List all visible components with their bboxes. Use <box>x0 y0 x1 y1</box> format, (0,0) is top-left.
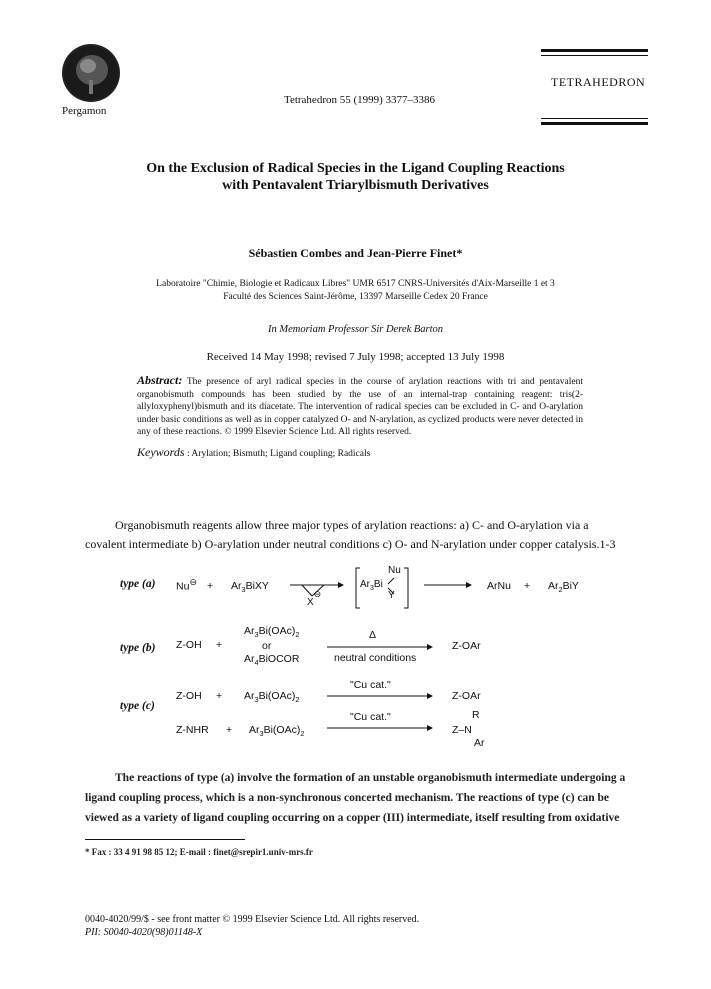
type-b-reagent-1: $Ar_3Bi(OAc)_2$ <box>244 625 300 640</box>
type-c-catalyst-1: "Cu cat." <box>350 679 391 691</box>
copyright <box>85 913 419 939</box>
intro-line-2: covalent intermediate b) O-arylation under neutral conditions c) O- and N-arylation under copper catalysis.1-3 <box>85 537 616 551</box>
journal-name: TETRAHEDRON <box>551 75 646 89</box>
type-a-arrow-2 <box>422 580 472 590</box>
type-a-product-1: ArNu <box>487 580 511 592</box>
affiliation <box>0 278 711 304</box>
intermediate-core: $Ar_3Bi$ <box>360 579 383 592</box>
body-line-1: The reactions of type (a) involve the formation of an unstable organobismuth intermediate undergoing a <box>115 772 626 784</box>
abstract-text: The presence of aryl radical species in the course of arylation reactions with tri and pentavalent organobismuth compounds has been studied by the use of an internal-trap containing reagent: tris(2-allyloxyphenyl)bismuth and its diacetate. The intervention of radical species can be excluded in C- and O-arylation under basic conditions as well as in copper catalyzed O- and N-arylation, as cyclized products were never detected in any of these reactions. © 1999 Elsevier Science Ltd. All rights reserved. <box>137 377 583 437</box>
type-a-plus: + <box>207 580 214 592</box>
type-c-arrow-2 <box>325 723 433 733</box>
publisher-logo <box>62 44 120 102</box>
abstract <box>137 374 583 439</box>
dedication: In Memoriam Professor Sir Derek Barton <box>267 324 444 335</box>
article-title <box>0 160 711 194</box>
reaction-scheme <box>0 560 711 760</box>
type-b-label: type (b) <box>120 642 156 654</box>
type-c-product-2-ar: Ar <box>474 737 485 749</box>
title-line-1: On the Exclusion of Radical Species in the Ligand Coupling Reactions <box>146 161 565 176</box>
keywords-text: : Arylation; Bismuth; Ligand coupling; Radicals <box>186 449 371 459</box>
type-c-substrate-1: Z-OH <box>176 690 202 702</box>
title-line-2: with Pentavalent Triarylbismuth Derivatives <box>222 178 489 193</box>
copyright-line-2: PII: S0040-4020(98)01148-X <box>85 927 203 938</box>
affiliation-line-2: Faculté des Sciences Saint-Jérôme, 13397 Marseille Cedex 20 France <box>223 292 488 302</box>
negative-charge-icon: ⊖ <box>313 589 322 599</box>
type-c-reagent-2: $Ar_3Bi(OAc)_2$ <box>249 724 305 739</box>
abstract-label: Abstract: <box>137 373 183 387</box>
header-rule-top-thin <box>541 55 648 56</box>
type-b-conditions: neutral conditions <box>334 652 417 664</box>
type-c-label: type (c) <box>120 700 155 712</box>
type-a-plus-2: + <box>524 580 531 592</box>
publisher-name: Pergamon <box>62 105 107 117</box>
body-line-2: ligand coupling process, which is a non-synchronous concerted mechanism. The reactions of type (c) can be <box>85 792 610 804</box>
authors: Sébastien Combes and Jean-Pierre Finet* <box>248 246 463 260</box>
type-b-plus: + <box>216 639 223 651</box>
intermediate-nu: Nu <box>388 565 401 576</box>
type-c-substrate-2: Z-NHR <box>176 724 209 736</box>
keywords <box>137 445 370 460</box>
journal-citation: Tetrahedron 55 (1999) 3377–3386 <box>284 94 436 106</box>
affiliation-line-1: Laboratoire "Chimie, Biologie et Radicaux Libres" UMR 6517 CNRS-Universités d'Aix-Marseille 1 et 3 <box>156 279 555 289</box>
delta-symbol: Δ <box>369 629 377 641</box>
type-b-or: or <box>262 640 272 652</box>
type-b-reagent-2: $Ar_4BiOCOR$ <box>244 653 300 668</box>
tree-icon <box>62 44 120 102</box>
type-a-label: type (a) <box>120 578 156 590</box>
type-c-product-1: Z-OAr <box>452 690 481 702</box>
type-c-arrow-1 <box>325 691 433 701</box>
footnote-rule <box>85 839 245 840</box>
header-rule-bottom <box>541 118 648 119</box>
type-a-reagent: $Ar_3BiXY$ <box>231 580 269 595</box>
body-line-3: viewed as a variety of ligand coupling occurring on a copper (III) intermediate, itself resulting from oxidative <box>85 812 620 824</box>
type-c-product-2-core: Z–N <box>452 724 472 736</box>
type-c-reagent-1: $Ar_3Bi(OAc)_2$ <box>244 690 300 705</box>
header-rule-bottom-thick <box>541 122 648 125</box>
leaving-group-x <box>307 589 322 608</box>
negative-charge-icon: ⊖ <box>189 577 197 587</box>
intermediate-y: Y <box>388 590 395 601</box>
copyright-line-1: 0040-4020/99/$ - see front matter © 1999 Elsevier Science Ltd. All rights reserved. <box>85 914 420 925</box>
type-c-product-2-r: R <box>472 709 480 721</box>
nu-text: Nu <box>176 580 190 593</box>
dates: Received 14 May 1998; revised 7 July 1998; accepted 13 July 1998 <box>206 351 505 363</box>
type-c-catalyst-2: "Cu cat." <box>350 711 391 723</box>
footnote: * Fax : 33 4 91 98 85 12; E-mail : finet@srepir1.univ-mrs.fr <box>85 847 313 857</box>
x-text: X <box>307 597 314 608</box>
type-a-product-2: $Ar_2BiY$ <box>548 580 579 595</box>
type-c-plus-2: + <box>226 724 233 736</box>
intro-line-1: Organobismuth reagents allow three major types of arylation reactions: a) C- and O-arylation via a <box>115 518 589 532</box>
type-b-product: Z-OAr <box>452 640 481 652</box>
keywords-label: Keywords <box>137 445 185 459</box>
nucleophile <box>176 577 197 593</box>
intro-paragraph <box>85 516 650 554</box>
type-c-plus-1: + <box>216 690 223 702</box>
type-b-arrow <box>325 642 433 652</box>
body-paragraph <box>85 768 655 828</box>
type-b-substrate: Z-OH <box>176 639 202 651</box>
header-rule-top <box>541 49 648 52</box>
